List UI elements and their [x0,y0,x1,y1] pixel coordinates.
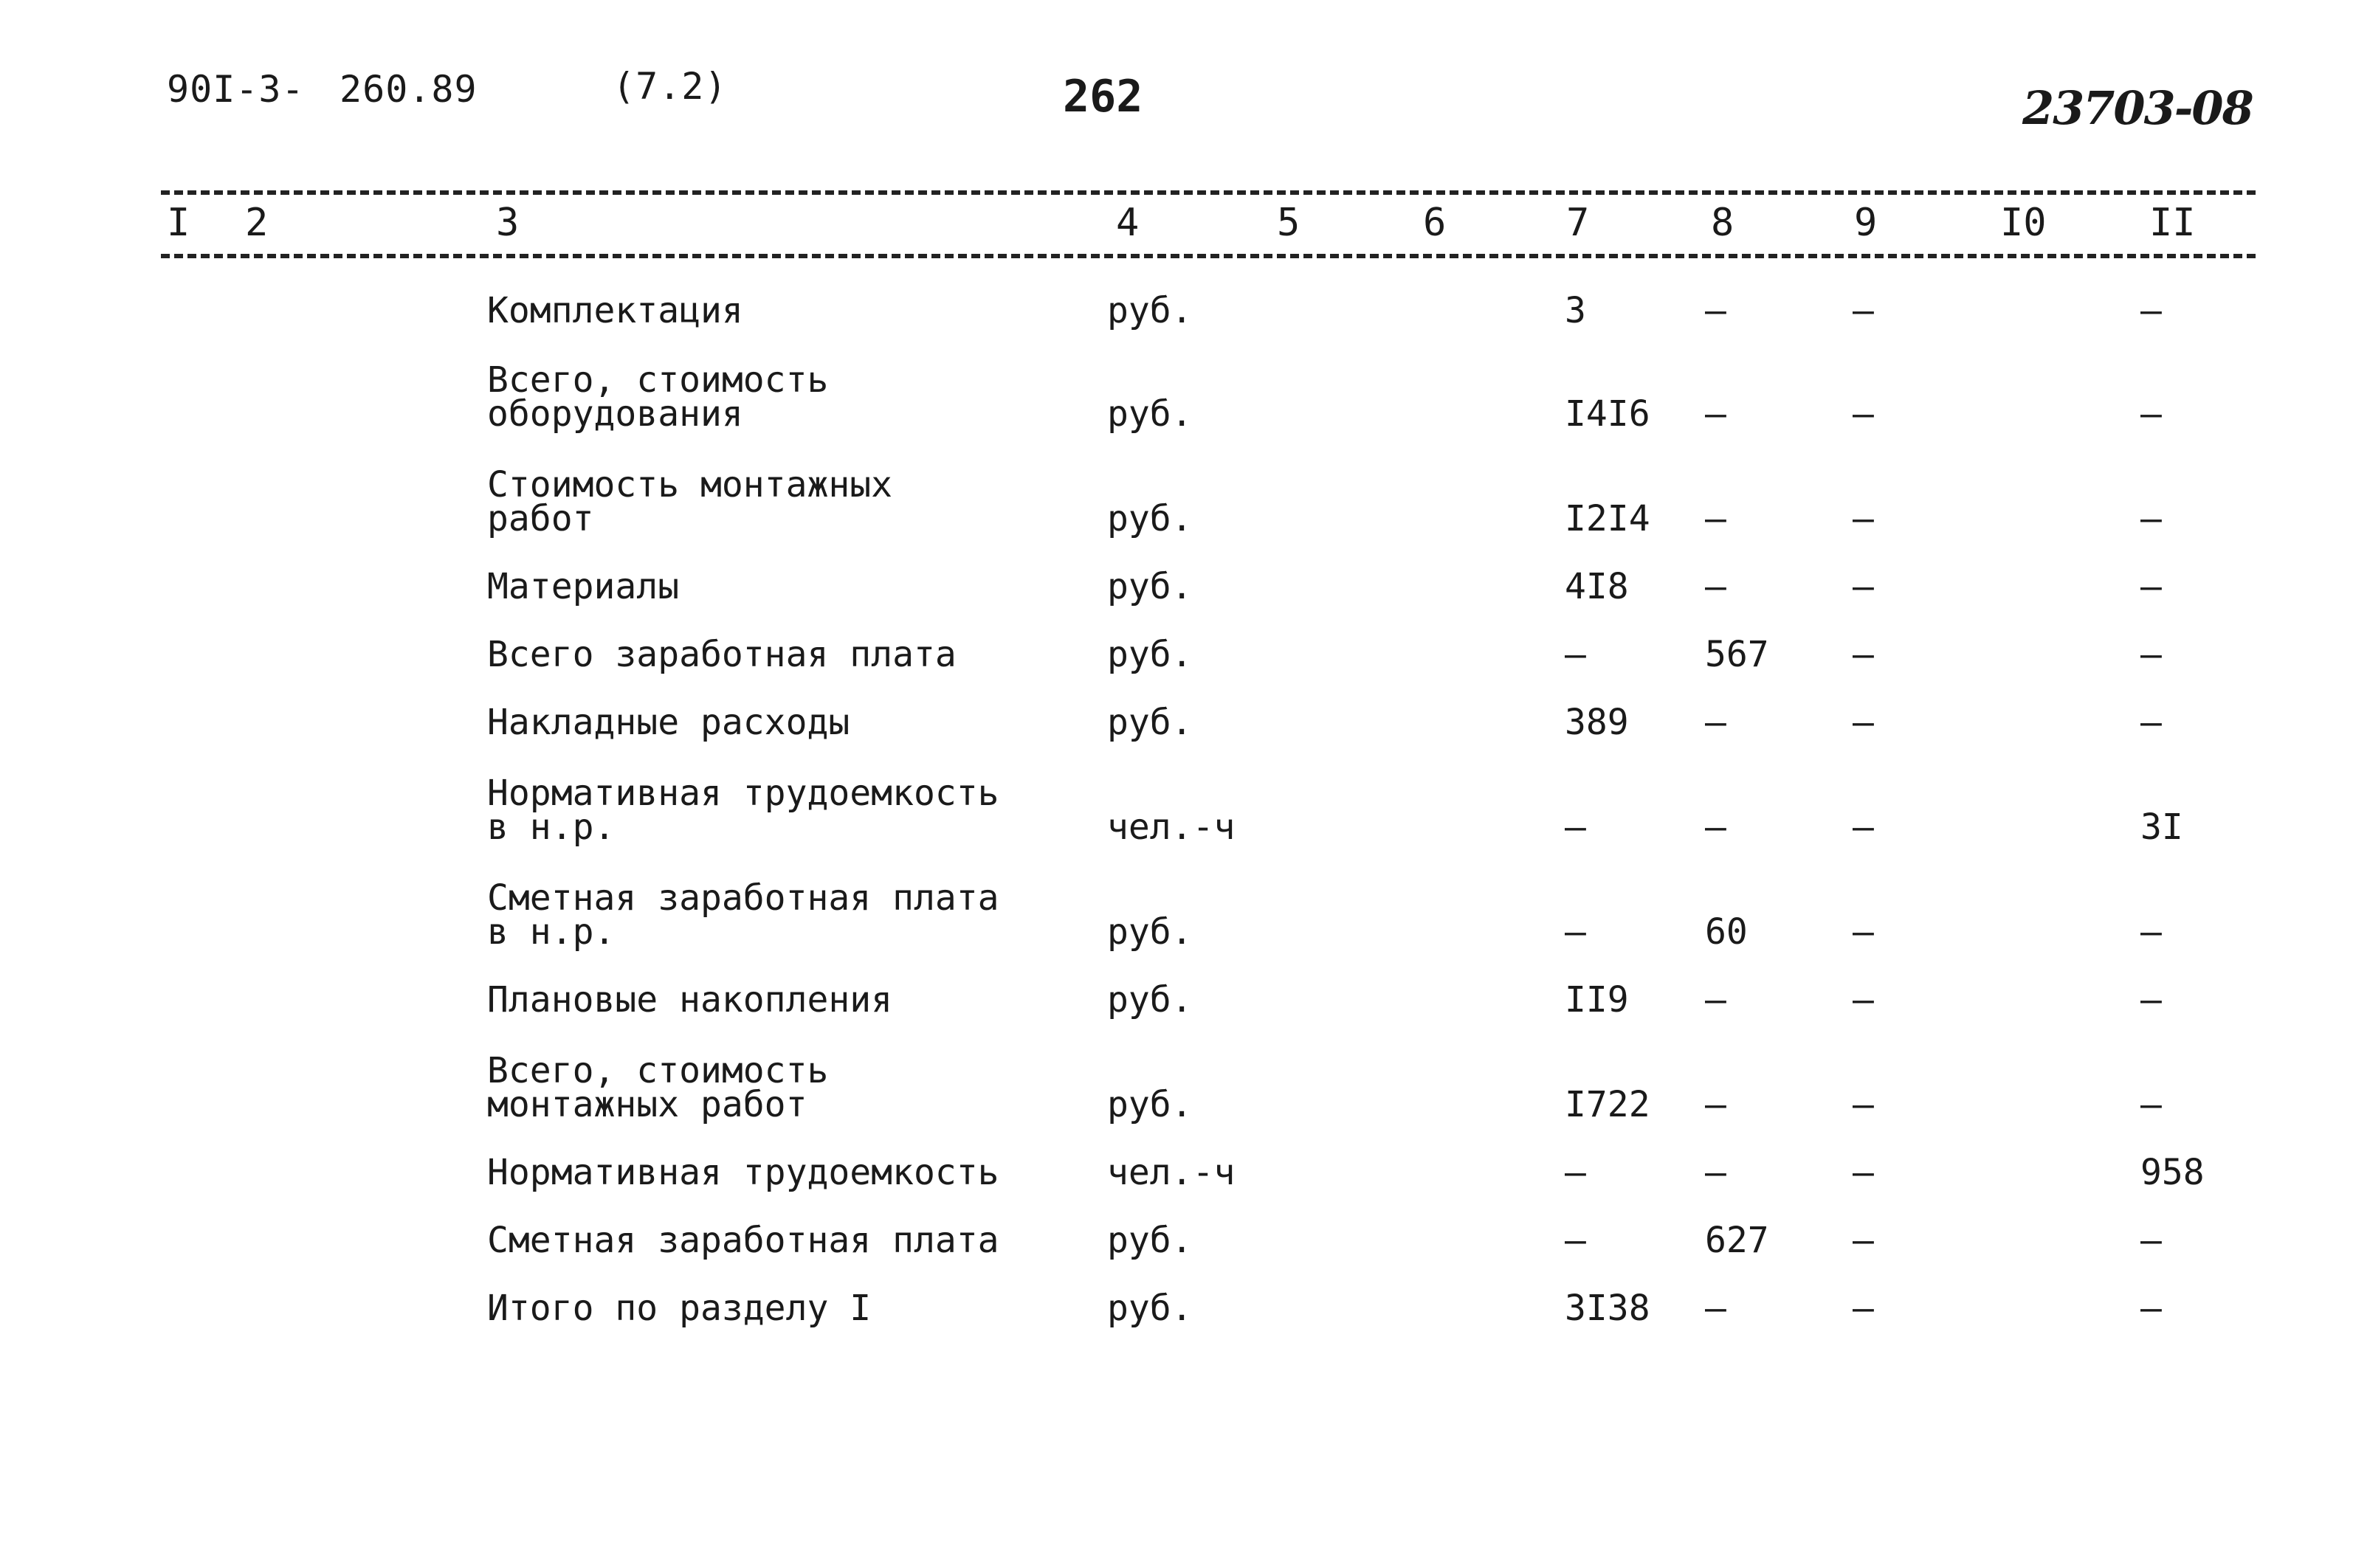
row-value-col9: – [1853,1152,1874,1193]
row-unit: руб. [1107,566,1193,607]
row-value-col9: – [1853,1220,1874,1261]
column-number: 3 [496,201,520,245]
row-value-col7: I4I6 [1565,393,1650,435]
row-value-col11: 958 [2140,1152,2205,1193]
row-value-col7: 389 [1565,702,1629,743]
row-unit: руб. [1107,1084,1193,1125]
row-unit: руб. [1107,634,1193,675]
row-unit: руб. [1107,1288,1193,1329]
row-value-col8: 567 [1705,634,1769,675]
column-number: 8 [1711,201,1734,245]
row-value-col11: 3I [2140,807,2183,848]
row-value-col9: – [1853,393,1874,435]
row-label: в н.р. [487,807,616,848]
row-unit: руб. [1107,911,1193,953]
row-value-col11: – [2140,290,2162,331]
row-label: монтажных работ [487,1084,807,1125]
row-unit: руб. [1107,1220,1193,1261]
row-label: в н.р. [487,911,616,953]
row-label: работ [487,498,594,539]
row-value-col9: – [1853,566,1874,607]
row-label: Всего заработная плата [487,634,957,675]
row-value-col9: – [1853,1288,1874,1329]
row-unit: руб. [1107,393,1193,435]
row-label: Всего, стоимость [487,359,829,401]
row-value-col8: – [1705,393,1726,435]
row-value-col11: – [2140,979,2162,1020]
row-value-col9: – [1853,911,1874,953]
row-value-col9: – [1853,634,1874,675]
row-value-col8: – [1705,290,1726,331]
row-label: Материалы [487,566,680,607]
row-label: Накладные расходы [487,702,850,743]
row-value-col8: – [1705,1152,1726,1193]
column-number: 7 [1566,201,1590,245]
row-value-col7: – [1565,1220,1586,1261]
row-label: Итого по разделу I [487,1288,872,1329]
row-value-col7: – [1565,634,1586,675]
row-value-col7: 3 [1565,290,1586,331]
column-number: 9 [1854,201,1878,245]
row-value-col7: I722 [1565,1084,1650,1125]
row-unit: руб. [1107,290,1193,331]
row-label: Сметная заработная плата [487,877,999,919]
row-label: оборудования [487,393,743,435]
row-value-col7: – [1565,911,1586,953]
row-label: Комплектация [487,290,743,331]
row-value-col7: II9 [1565,979,1629,1020]
table-header-top-rule [161,190,2256,195]
column-number: 2 [245,201,269,245]
row-value-col7: – [1565,1152,1586,1193]
row-value-col8: – [1705,498,1726,539]
row-label: Нормативная трудоемкость [487,773,999,814]
row-value-col8: – [1705,979,1726,1020]
row-value-col8: – [1705,566,1726,607]
column-number: I0 [2000,201,2047,245]
row-label: Всего, стоимость [487,1050,829,1091]
row-value-col8: 60 [1705,911,1748,953]
row-value-col11: – [2140,1084,2162,1125]
page-number: 262 [1063,71,1143,122]
row-label: Сметная заработная плата [487,1220,999,1261]
column-number: 4 [1116,201,1140,245]
row-value-col9: – [1853,702,1874,743]
row-value-col11: – [2140,566,2162,607]
row-value-col8: – [1705,1288,1726,1329]
row-value-col9: – [1853,290,1874,331]
sheet-reference: (7.2) [613,65,728,108]
row-label: Стоимость монтажных [487,464,893,505]
row-value-col8: 627 [1705,1220,1769,1261]
column-number: I [167,201,190,245]
row-value-col11: – [2140,498,2162,539]
row-value-col7: – [1565,807,1586,848]
inventory-number: 23703-08 [2022,81,2253,135]
row-value-col7: I2I4 [1565,498,1650,539]
table-header-bottom-rule [161,254,2256,258]
row-value-col11: – [2140,393,2162,435]
row-label: Нормативная трудоемкость [487,1152,999,1193]
row-unit: руб. [1107,979,1193,1020]
row-value-col11: – [2140,634,2162,675]
row-value-col11: – [2140,1288,2162,1329]
row-value-col11: – [2140,1220,2162,1261]
row-unit: чел.-ч [1107,1152,1236,1193]
column-number: II [2149,201,2196,245]
row-value-col9: – [1853,498,1874,539]
column-number: 6 [1423,201,1447,245]
row-value-col8: – [1705,807,1726,848]
row-value-col8: – [1705,1084,1726,1125]
row-value-col9: – [1853,979,1874,1020]
row-value-col8: – [1705,702,1726,743]
row-label: Плановые накопления [487,979,893,1020]
row-value-col7: 3I38 [1565,1288,1650,1329]
column-number: 5 [1277,201,1300,245]
row-value-col9: – [1853,807,1874,848]
row-value-col9: – [1853,1084,1874,1125]
row-value-col11: – [2140,702,2162,743]
row-value-col11: – [2140,911,2162,953]
document-code: 90I-3- [167,68,305,111]
row-unit: руб. [1107,498,1193,539]
document-code-number: 260.89 [340,68,478,111]
row-unit: чел.-ч [1107,807,1236,848]
row-unit: руб. [1107,702,1193,743]
row-value-col7: 4I8 [1565,566,1629,607]
